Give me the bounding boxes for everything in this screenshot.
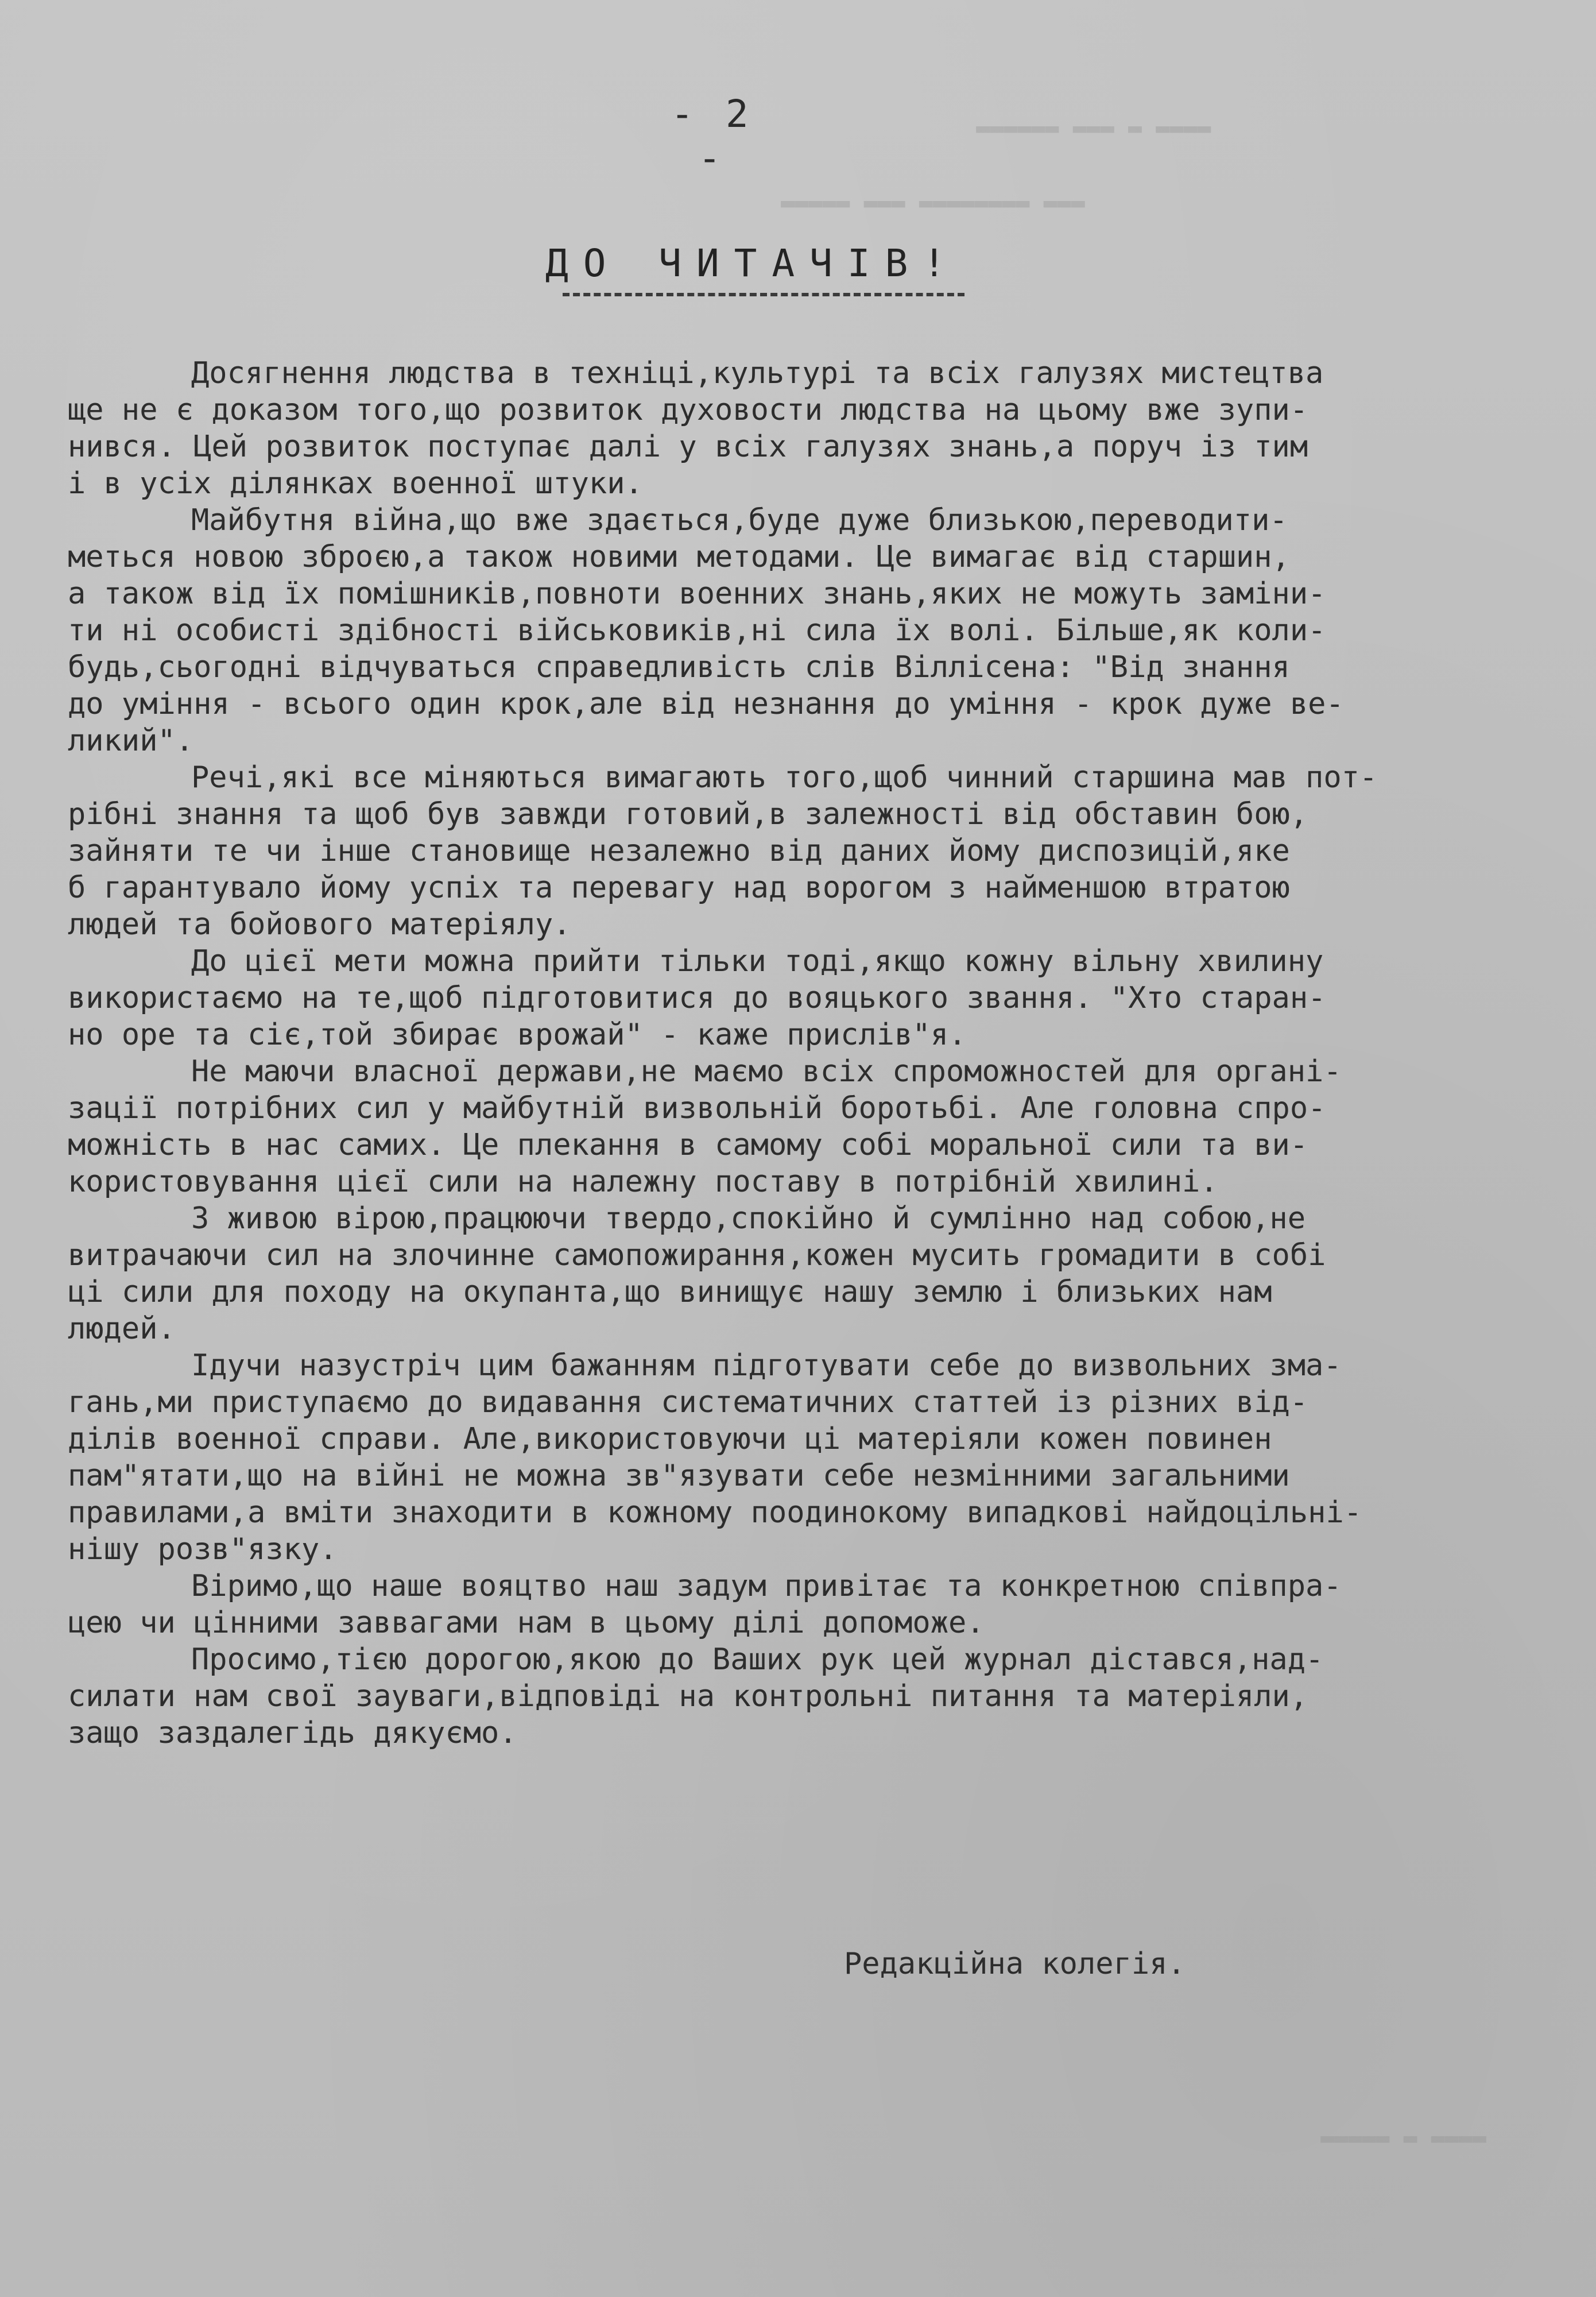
text-line: і в усіх ділянках военної штуки.: [68, 466, 643, 501]
text-line: рібні знання та щоб був завжди готовий,в залежності від обставин бою,: [68, 797, 1308, 832]
text-line: ці сили для походу на окупанта,що винищує нашу землю і близьких нам: [68, 1275, 1272, 1309]
text-line: цею чи цінними заввагами нам в цьому ділі допоможе.: [68, 1606, 985, 1640]
body-text: [68, 355, 1537, 1751]
text-line: Майбутня війна,що вже здається,буде дуже близькою,переводити-: [191, 503, 1288, 537]
text-line: нішу розв"язку.: [68, 1532, 338, 1567]
text-line: защо заздалегідь дякуємо.: [68, 1716, 517, 1750]
text-line: ликий".: [68, 724, 194, 758]
text-line: б гарантувало йому успіх та перевагу над ворогом з найменшою втратою: [68, 871, 1290, 905]
text-line: зації потрібних сил у майбутній визвольній боротьбі. Але головна спро-: [68, 1091, 1326, 1126]
text-line: Віримо,що наше вояцтво наш задум привітає та конкретною співпра-: [191, 1569, 1342, 1603]
text-line: витрачаючи сил на злочинне самопожирання,кожен мусить громадити в собі: [68, 1238, 1326, 1273]
text-line: но оре та сіє,той збирає врожай" - каже прислів"я.: [68, 1018, 967, 1052]
text-line: силати нам свої зауваги,відповіді на контрольні питання та матеріяли,: [68, 1679, 1308, 1714]
text-line: Не маючи власної держави,не маємо всіх спроможностей для органі-: [191, 1054, 1342, 1089]
text-line: можність в нас самих. Це плекання в самому собі моральної сили та ви-: [68, 1128, 1308, 1162]
reverse-side-bleed: ▬▬▬▬ ▬ ▬▬▬▬▬: [1320, 2125, 1486, 2151]
text-line: меться новою зброєю,а також новими методами. Це вимагає від старшин,: [68, 540, 1290, 574]
text-line: нився. Цей розвиток поступає далі у всіх галузях знань,а поруч із тим: [68, 430, 1308, 464]
signature: Редакційна колегія.: [844, 1947, 1186, 1981]
text-line: З живою вірою,працюючи твердо,спокійно й сумлінно над собою,не: [191, 1201, 1306, 1236]
text-line: До цієї мети можна прийти тільки тоді,якщо кожну вільну хвилину: [191, 944, 1324, 979]
text-line: ще не є доказом того,що розвиток духовости людства на цьому вже зупи-: [68, 393, 1308, 427]
text-line: використаємо на те,щоб підготовитися до вояцького звання. "Хто старан-: [68, 981, 1326, 1015]
text-line: а також від їх помішників,повноти военних знань,яких не можуть заміни-: [68, 577, 1326, 611]
page-title: ДО ЧИТАЧІВ!: [545, 241, 961, 285]
text-line: Речі,які все міняються вимагають того,щоб чинний старшина мав пот-: [191, 760, 1378, 795]
text-line: людей та бойового матеріялу.: [68, 907, 571, 942]
text-line: Досягнення людства в техніці,культурі та всіх галузях мистецтва: [191, 356, 1324, 390]
text-line: Просимо,тією дорогою,якою до Ваших рук цей журнал дістався,над-: [191, 1642, 1324, 1677]
text-line: Ідучи назустріч цим бажанням підготувати себе до визвольних зма-: [191, 1348, 1342, 1383]
reverse-side-bleed: ▬▬▬ ▬▬▬▬▬▬▬▬ ▬▬▬ ▬▬▬▬▬: [781, 190, 1085, 216]
text-line: правилами,а вміти знаходити в кожному поодинокому випадкові найдоцільні-: [68, 1495, 1362, 1530]
text-line: ділів военної справи. Але,використовуючи ці матеріяли кожен повинен: [68, 1422, 1272, 1456]
text-line: людей.: [68, 1312, 176, 1346]
text-line: користовування цієї сили на належну поставу в потрібній хвилині.: [68, 1165, 1218, 1199]
title-underline: [563, 293, 964, 296]
page-number: - 2 -: [671, 92, 753, 180]
text-line: пам"ятати,що на війні не можна зв"язувати себе незмінними загальними: [68, 1459, 1290, 1493]
text-line: будь,сьогодні відчуваться справедливість слів Віллісена: "Від знання: [68, 650, 1290, 685]
reverse-side-bleed: ▬▬▬▬ ▬ ▬▬▬ ▬▬▬▬▬▬: [976, 115, 1211, 141]
text-line: ти ні особисті здібності військовиків,ні сила їх волі. Більше,як коли-: [68, 613, 1326, 648]
text-line: гань,ми приступаємо до видавання систематичних статтей із різних від-: [68, 1385, 1308, 1420]
text-line: зайняти те чи інше становище незалежно від даних йому диспозицій,яке: [68, 834, 1290, 868]
text-line: до уміння - всього один крок,але від незнання до уміння - крок дуже ве-: [68, 687, 1344, 721]
